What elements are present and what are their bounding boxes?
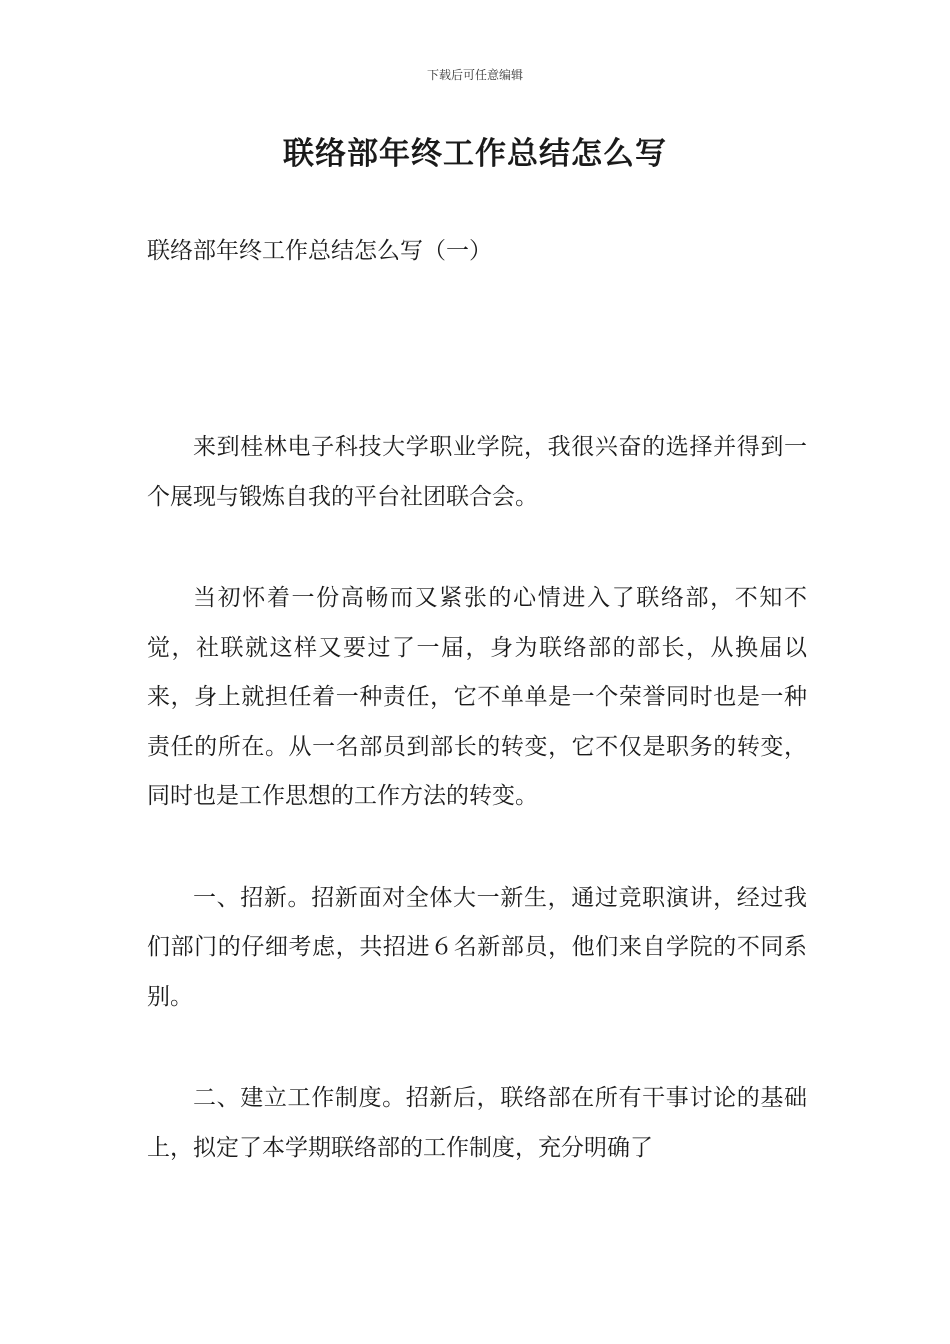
paragraph-work-system: 二、建立工作制度。招新后，联络部在所有干事讨论的基础上，拟定了本学期联络部的工作制度，充分明确了 <box>147 1085 807 1161</box>
document-body <box>147 423 807 1225</box>
page-header-note: 下载后可任意编辑 <box>426 68 523 82</box>
paragraph-intro: 来到桂林电子科技大学职业学院，我很兴奋的选择并得到一个展现与锻炼自我的平台社团联合会。 <box>147 434 807 510</box>
document-title: 联络部年终工作总结怎么写 <box>283 136 667 172</box>
paragraph-recruitment: 一、招新。招新面对全体大一新生，通过竞职演讲，经过我们部门的仔细考虑，共招进６名新部员，他们来自学院的不同系别。 <box>147 884 807 1010</box>
section-heading: 联络部年终工作总结怎么写（一） <box>147 238 492 264</box>
paragraph-role-change: 当初怀着一份高畅而又紧张的心情进入了联络部，不知不觉，社联就这样又要过了一届，身为联络部的部长，从换届以来，身上就担任着一种责任，它不单单是一个荣誉同时也是一种责任的所在。从一名部员到部长的转变，它不仅是职务的转变，同时也是工作思想的工作方法的转变。 <box>147 585 807 809</box>
